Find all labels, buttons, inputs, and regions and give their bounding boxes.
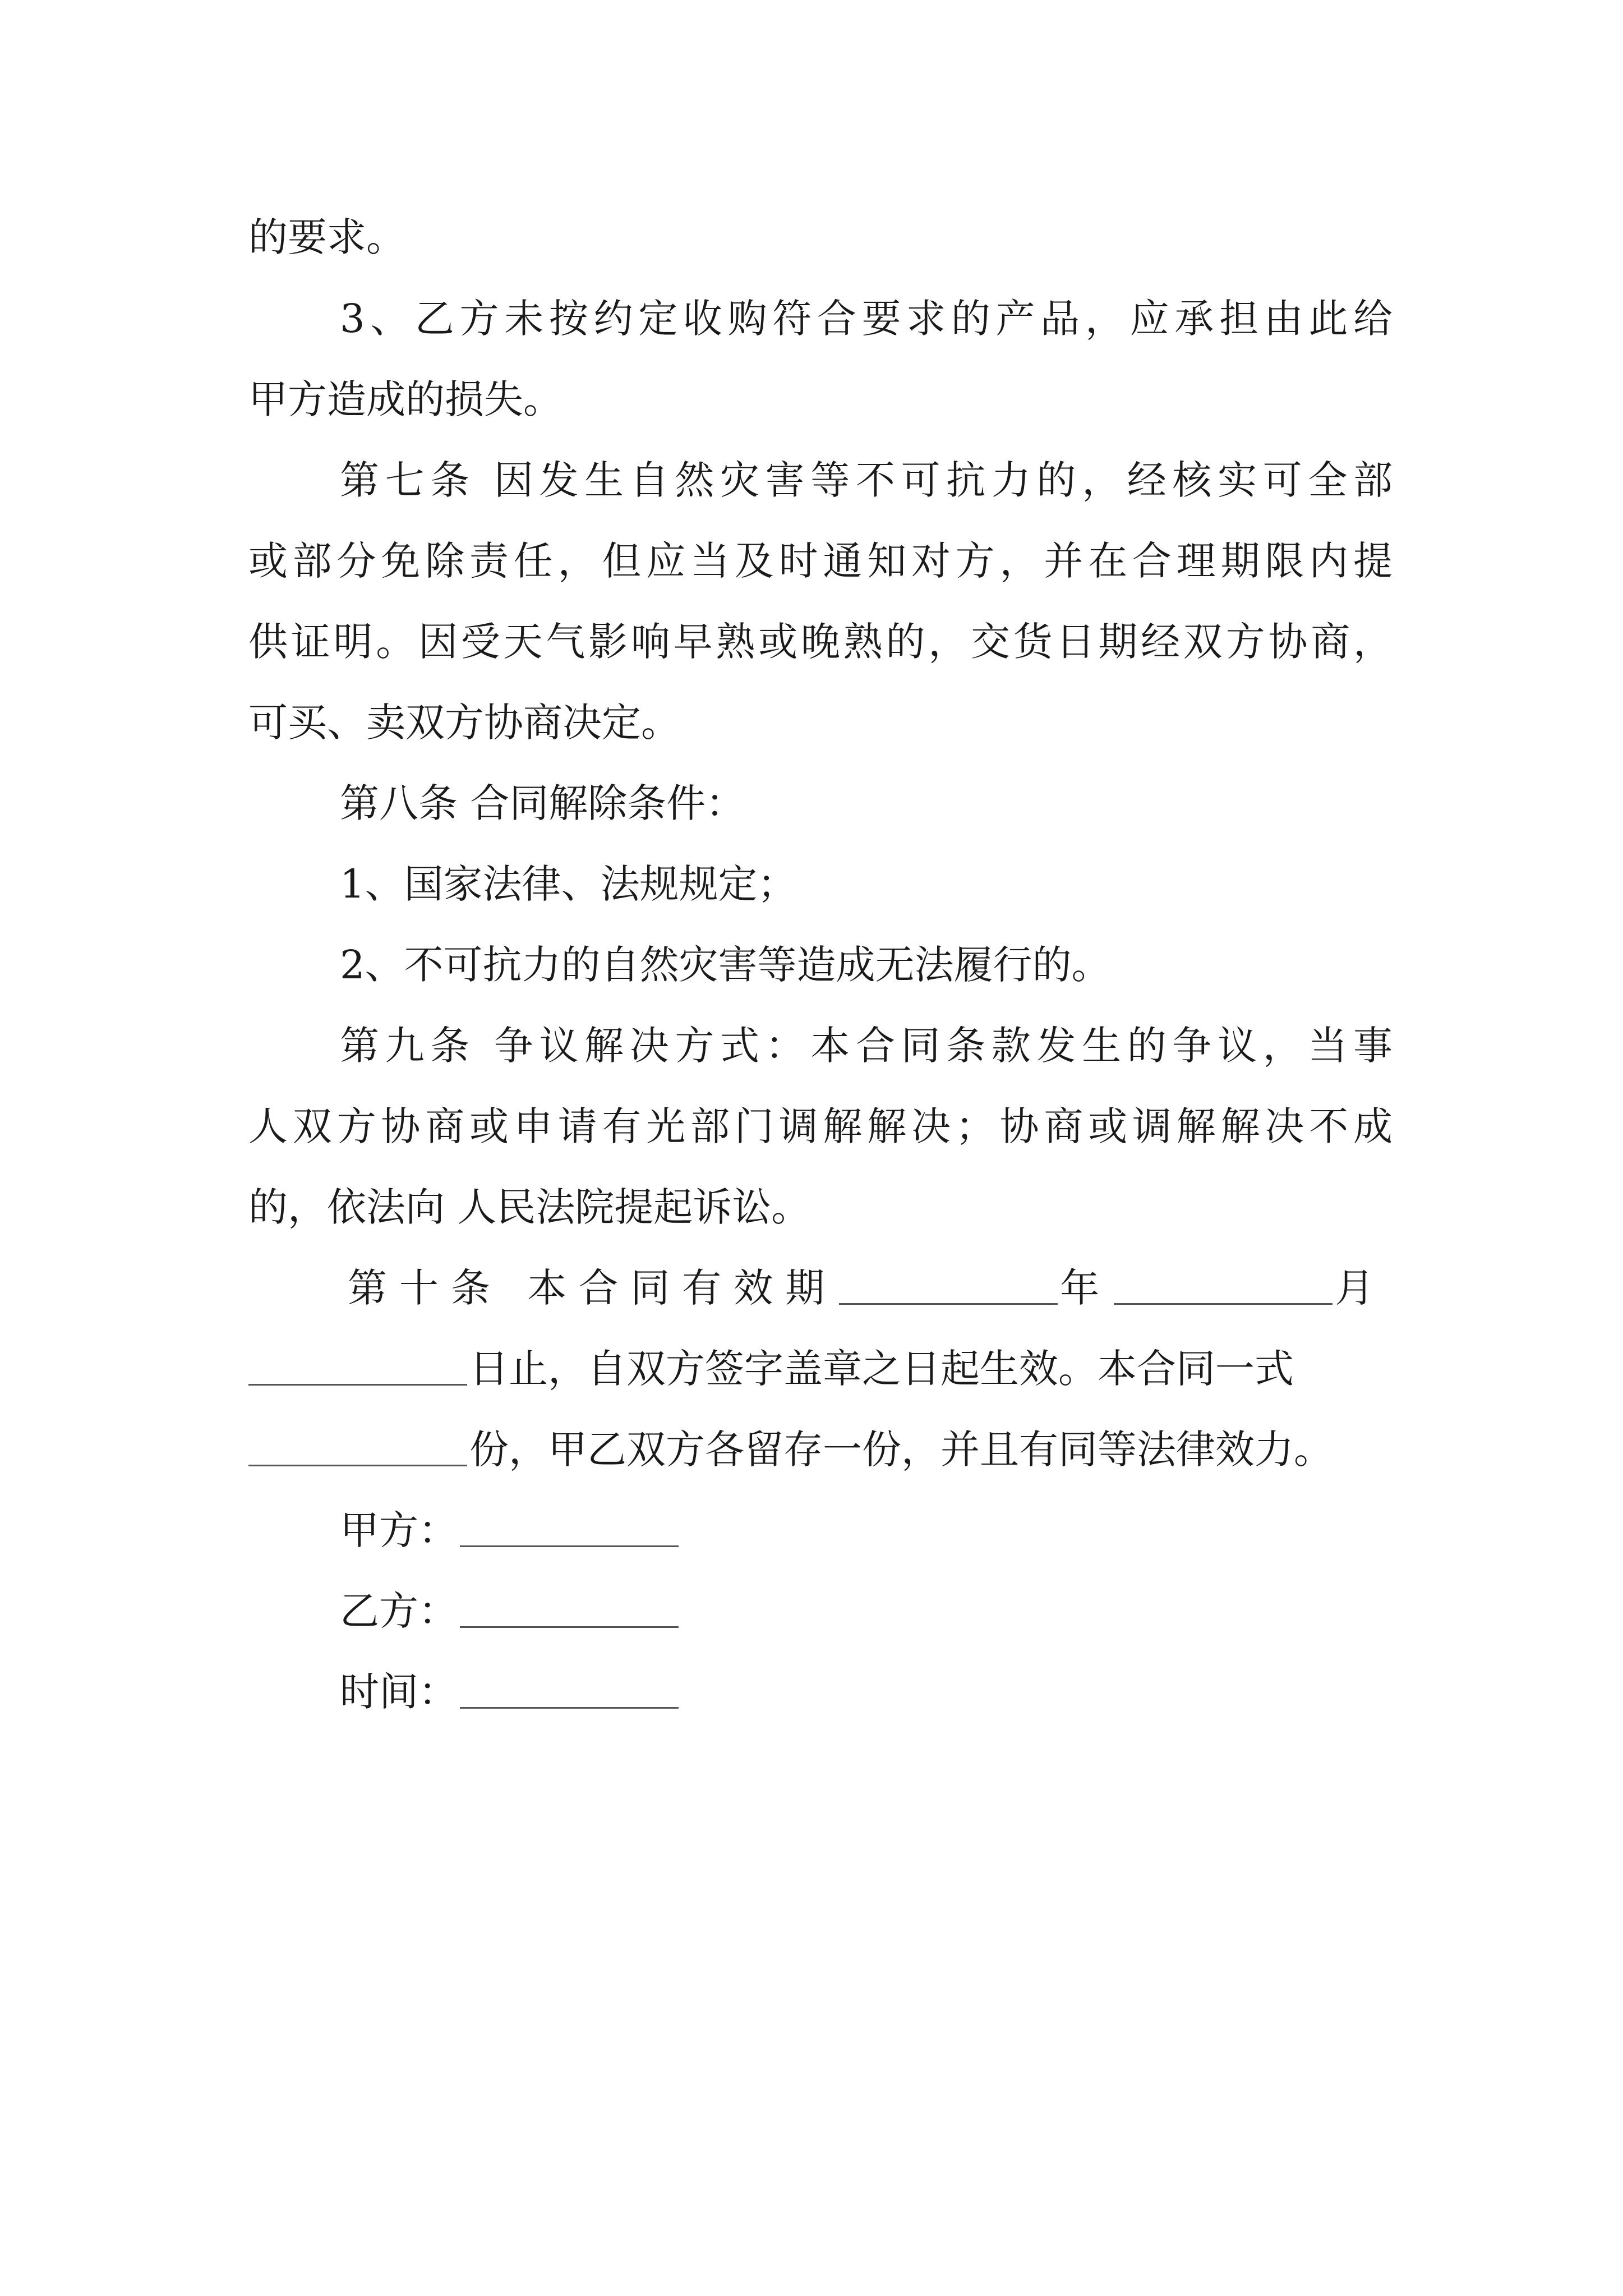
paragraph-line bbox=[248, 527, 1393, 595]
paragraph-line bbox=[340, 770, 1393, 837]
party-b-label: 乙方： bbox=[340, 1588, 458, 1634]
year-blank[interactable] bbox=[839, 1264, 1058, 1305]
time-blank[interactable] bbox=[460, 1668, 679, 1709]
year-label: 年 bbox=[1060, 1265, 1112, 1311]
time-label: 时间： bbox=[340, 1669, 458, 1715]
month-blank[interactable] bbox=[1114, 1264, 1332, 1305]
text-line: 第七条 因发生自然灾害等不可抗力的，经核实可全部 bbox=[340, 457, 1393, 503]
paragraph-line bbox=[340, 1012, 1393, 1079]
text-line: 第九条 争议解决方式：本合同条款发生的争议，当事 bbox=[340, 1023, 1393, 1069]
signature-party-b bbox=[340, 1577, 1013, 1645]
text-line: 的，依法向 人民法院提起诉讼。 bbox=[248, 1184, 811, 1230]
paragraph-line bbox=[248, 1093, 1393, 1160]
text-line: 的要求。 bbox=[248, 214, 405, 260]
text-line: 人双方协商或申请有光部门调解解决；协商或调解解决不成 bbox=[248, 1103, 1393, 1149]
article10-line3 bbox=[248, 1416, 1393, 1483]
month-label: 月 bbox=[1335, 1265, 1387, 1311]
party-a-label: 甲方： bbox=[340, 1507, 458, 1553]
text-line: 1、国家法律、法规规定； bbox=[340, 861, 797, 907]
paragraph-line bbox=[340, 931, 1393, 999]
paragraph-line bbox=[340, 850, 1393, 918]
paragraph-line bbox=[248, 204, 1393, 271]
article10-line1 bbox=[348, 1254, 1393, 1322]
article10-text: 日止，自双方签字盖章之日起生效。本合同一式 bbox=[469, 1346, 1294, 1392]
text-line: 3、乙方未按约定收购符合要求的产品，应承担由此给 bbox=[340, 296, 1393, 342]
paragraph-line bbox=[248, 608, 1393, 675]
signature-time bbox=[340, 1658, 1013, 1726]
text-line: 或部分免除责任，但应当及时通知对方，并在合理期限内提 bbox=[248, 538, 1393, 584]
text-line: 可买、卖双方协商决定。 bbox=[248, 700, 680, 746]
text-line: 供证明。因受天气影响早熟或晚熟的，交货日期经双方协商， bbox=[248, 619, 1393, 665]
copies-blank[interactable] bbox=[248, 1425, 467, 1466]
paragraph-line bbox=[248, 689, 1393, 756]
article10-line2 bbox=[248, 1335, 1393, 1402]
party-a-blank[interactable] bbox=[460, 1506, 679, 1547]
paragraph-line bbox=[340, 447, 1393, 514]
text-line: 甲方造成的损失。 bbox=[248, 376, 562, 422]
article10-prefix: 第十条 本合同有效期 bbox=[348, 1265, 837, 1311]
party-b-blank[interactable] bbox=[460, 1587, 679, 1628]
text-line: 第八条 合同解除条件： bbox=[340, 780, 745, 826]
text-line: 2、不可抗力的自然灾害等造成无法履行的。 bbox=[340, 942, 1111, 988]
paragraph-line bbox=[248, 366, 1393, 433]
article10-text: 份，甲乙双方各留存一份，并且有同等法律效力。 bbox=[469, 1427, 1333, 1473]
paragraph-line bbox=[340, 285, 1393, 352]
signature-party-a bbox=[340, 1497, 1013, 1564]
paragraph-line bbox=[248, 1174, 1393, 1241]
day-blank[interactable] bbox=[248, 1345, 467, 1386]
